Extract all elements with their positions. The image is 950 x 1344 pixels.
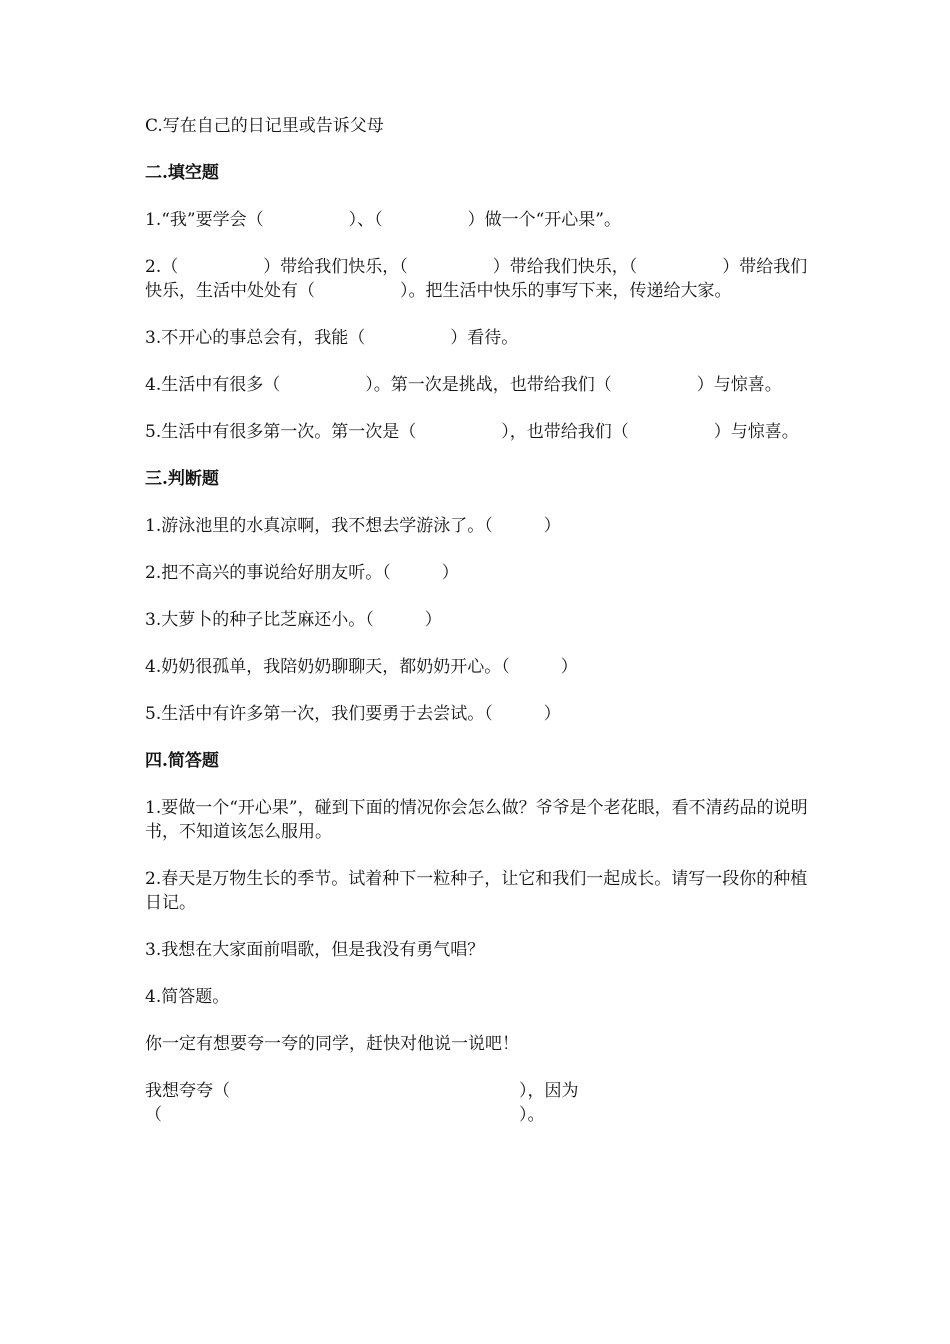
judge-question-3: 3.大萝卜的种子比芝麻还小。（ ） [145,610,442,630]
short-question-4-answer: 我想夸夸（ ），因为（ ）。 [145,1081,579,1125]
judge-question-4: 4.奶奶很孤单，我陪奶奶聊聊天，都奶奶开心。（ ） [145,657,578,677]
judge-question-5: 5.生活中有许多第一次，我们要勇于去尝试。（ ） [145,704,561,724]
short-question-1: 1.要做一个“开心果”，碰到下面的情况你会怎么做？爷爷是个老花眼，看不清药品的说明书，不知道该怎么服用。 [145,798,808,842]
section-title-short: 四.简答题 [145,751,219,771]
short-question-4: 4.简答题。 [145,987,230,1007]
option-c: C.写在自己的日记里或告诉父母 [145,116,384,136]
short-question-4-prompt: 你一定有想要夸一夸的同学，赶快对他说一说吧！ [145,1034,519,1054]
section-title-fill: 二.填空题 [145,163,219,183]
short-question-3: 3.我想在大家面前唱歌，但是我没有勇气唱？ [145,940,485,960]
fill-question-4: 4.生活中有很多（ ）。第一次是挑战，也带给我们（ ）与惊喜。 [145,375,782,395]
section-title-judge: 三.判断题 [145,469,219,489]
fill-question-3: 3.不开心的事总会有，我能（ ）看待。 [145,328,519,348]
short-question-2: 2.春天是万物生长的季节。试着种下一粒种子，让它和我们一起成长。请写一段你的种植日记。 [145,869,808,913]
fill-question-1: 1.“我”要学会（ ）、（ ）做一个“开心果”。 [145,210,621,230]
judge-question-2: 2.把不高兴的事说给好朋友听。（ ） [145,563,459,583]
fill-question-5: 5.生活中有很多第一次。第一次是（ ），也带给我们（ ）与惊喜。 [145,422,799,442]
judge-question-1: 1.游泳池里的水真凉啊，我不想去学游泳了。（ ） [145,516,561,536]
fill-question-2: 2.（ ）带给我们快乐，（ ）带给我们快乐，（ ）带给我们快乐，生活中处处有（ ）。把生活中快乐的事写下来，传递给大家。 [145,257,808,301]
worksheet-page [145,114,810,1127]
